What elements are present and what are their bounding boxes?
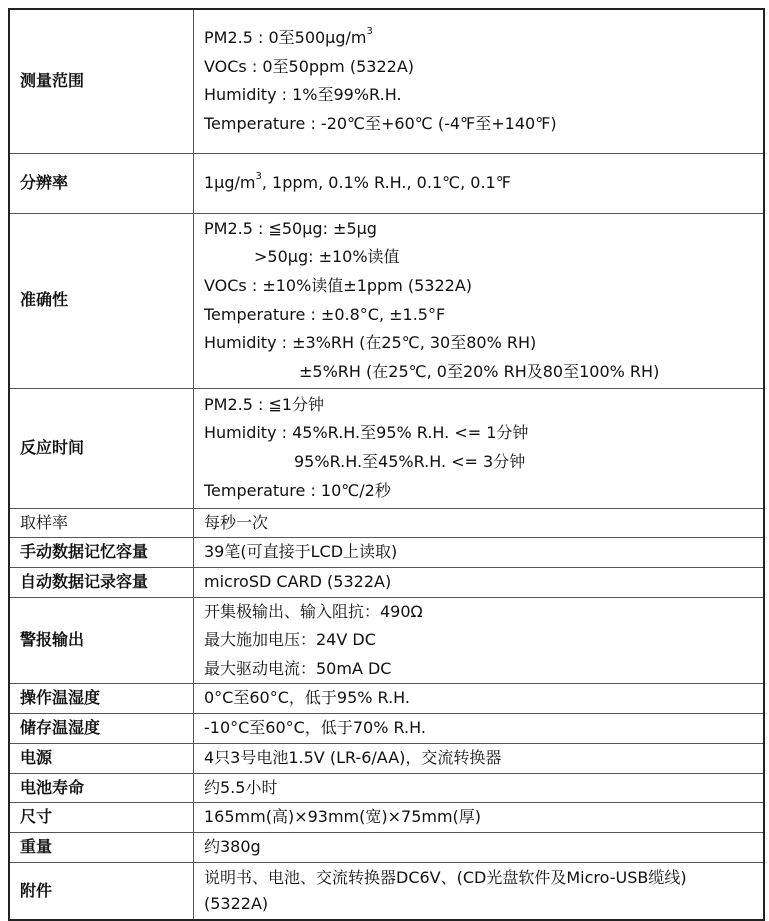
alarm-label: 警报输出 — [9, 597, 194, 684]
alarm-line-2: 最大施加电压：24V DC — [204, 630, 376, 650]
table-row — [9, 862, 764, 920]
storage-label: 储存温湿度 — [9, 714, 194, 744]
table-row — [9, 597, 764, 684]
table-row — [9, 743, 764, 773]
alarm-value — [194, 597, 765, 684]
accuracy-pm25-b: >50μg: ±10%读值 — [254, 247, 400, 267]
power-value: 4只3号电池1.5V (LR-6/AA)，交流转换器 — [194, 743, 765, 773]
table-row — [9, 9, 764, 153]
size-value: 165mm(高)×93mm(宽)×75mm(厚) — [194, 803, 765, 833]
table-row — [9, 508, 764, 538]
spec-table — [8, 8, 765, 921]
range-vocs: VOCs : 0至50ppm (5322A) — [204, 56, 415, 76]
power-label: 电源 — [9, 743, 194, 773]
response-humidity-a: Humidity : 45%R.H.至95% R.H. <= 1分钟 — [204, 423, 529, 443]
range-label: 测量范围 — [9, 9, 194, 153]
accuracy-label: 准确性 — [9, 213, 194, 388]
table-row — [9, 388, 764, 508]
operating-value: 0°C至60°C，低于95% R.H. — [194, 684, 765, 714]
battery-life-label: 电池寿命 — [9, 773, 194, 803]
alarm-line-1: 开集极输出、输入阻抗：490Ω — [204, 601, 423, 621]
table-row — [9, 153, 764, 213]
sampling-value: 每秒一次 — [194, 508, 765, 538]
accuracy-humidity-a: Humidity : ±3%RH (在25℃, 30至80% RH) — [204, 333, 537, 353]
accuracy-value — [194, 213, 765, 388]
accessories-label: 附件 — [9, 862, 194, 920]
auto-memory-label: 自动数据记录容量 — [9, 567, 194, 597]
weight-value: 约380g — [194, 832, 765, 862]
sampling-label: 取样率 — [9, 508, 194, 538]
table-row — [9, 832, 764, 862]
response-temperature: Temperature : 10℃/2秒 — [204, 480, 391, 500]
response-value — [194, 388, 765, 508]
table-row — [9, 213, 764, 388]
response-label: 反应时间 — [9, 388, 194, 508]
weight-label: 重量 — [9, 832, 194, 862]
manual-memory-label: 手动数据记忆容量 — [9, 538, 194, 568]
resolution-label: 分辨率 — [9, 153, 194, 213]
table-row — [9, 714, 764, 744]
storage-value: -10°C至60°C，低于70% R.H. — [194, 714, 765, 744]
auto-memory-value: microSD CARD (5322A) — [194, 567, 765, 597]
range-pm25: PM2.5 : 0至$500\mu g/m^3$ — [204, 26, 373, 48]
table-row — [9, 567, 764, 597]
accuracy-vocs: VOCs : ±10%读值±1ppm (5322A) — [204, 275, 473, 295]
response-humidity-b: 95%R.H.至45%R.H. <= 3分钟 — [294, 452, 526, 471]
battery-life-value: 约5.5小时 — [194, 773, 765, 803]
range-temperature: Temperature : -20℃至+60℃ (-4℉至+140℉) — [204, 113, 557, 133]
resolution-value: $1\mu g/m^3$, 1ppm, 0.1% R.H., 0.1℃, 0.1℉ — [194, 153, 765, 213]
table-row — [9, 538, 764, 568]
accuracy-pm25-a: PM2.5 : ≦50μg: ±5μg — [204, 218, 377, 238]
response-pm25: PM2.5 : ≦1分钟 — [204, 394, 325, 414]
accessories-value: 说明书、电池、交流转换器DC6V、(CD光盘软件及Micro-USB缆线) (5322A) — [194, 862, 765, 920]
size-label: 尺寸 — [9, 803, 194, 833]
accuracy-humidity-b: ±5%RH (在25℃, 0至20% RH及80至100% RH) — [299, 361, 660, 381]
alarm-line-3: 最大驱动电流：50mA DC — [204, 658, 392, 678]
operating-label: 操作温湿度 — [9, 684, 194, 714]
range-value — [194, 9, 765, 153]
accuracy-temperature: Temperature : ±0.8°C, ±1.5°F — [204, 304, 446, 324]
range-humidity: Humidity : 1%至99%R.H. — [204, 85, 402, 105]
table-row — [9, 803, 764, 833]
manual-memory-value: 39笔(可直接于LCD上读取) — [194, 538, 765, 568]
table-row — [9, 684, 764, 714]
table-row — [9, 773, 764, 803]
